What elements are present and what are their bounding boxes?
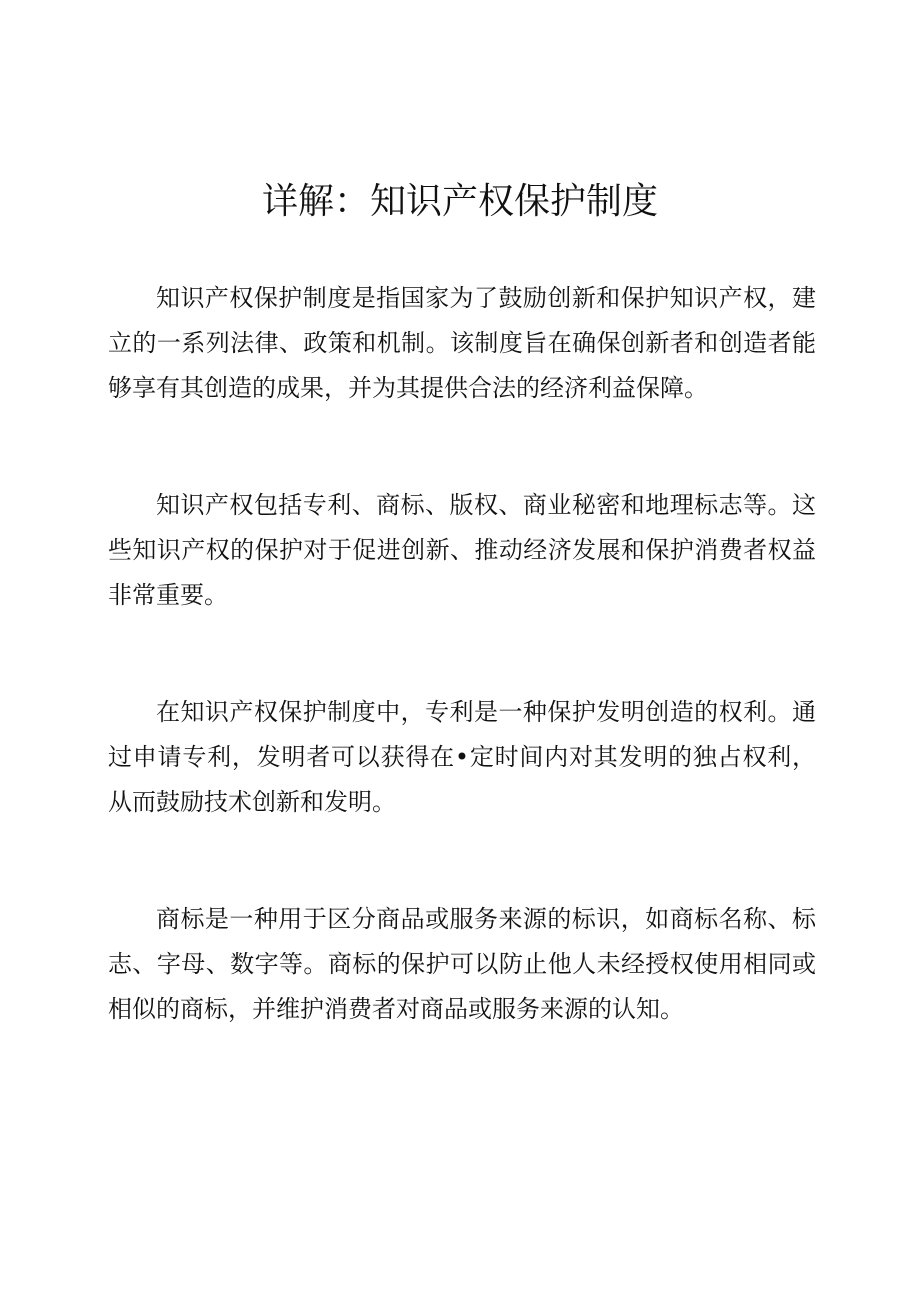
paragraph-overview: 知识产权保护制度是指国家为了鼓励创新和保护知识产权，建立的一系列法律、政策和机制。该制度旨在确保创新者和创造者能够享有其创造的成果，并为其提供合法的经济利益保障。 xyxy=(108,284,816,402)
document-title: 详解：知识产权保护制度 xyxy=(261,181,658,222)
document-body xyxy=(108,276,816,1032)
paragraph-trademark: 商标是一种用于区分商品或服务来源的标识，如商标名称、标志、字母、数字等。商标的保护可以防止他人未经授权使用相同或相似的商标，并维护消费者对商品或服务来源的认知。 xyxy=(108,905,816,1023)
paragraph-types: 知识产权包括专利、商标、版权、商业秘密和地理标志等。这些知识产权的保护对于促进创新、推动经济发展和保护消费者权益非常重要。 xyxy=(108,491,816,609)
paragraph-patent: 在知识产权保护制度中，专利是一种保护发明创造的权利。通过申请专利，发明者可以获得在•定时间内对其发明的独占权利，从而鼓励技术创新和发明。 xyxy=(108,698,816,816)
